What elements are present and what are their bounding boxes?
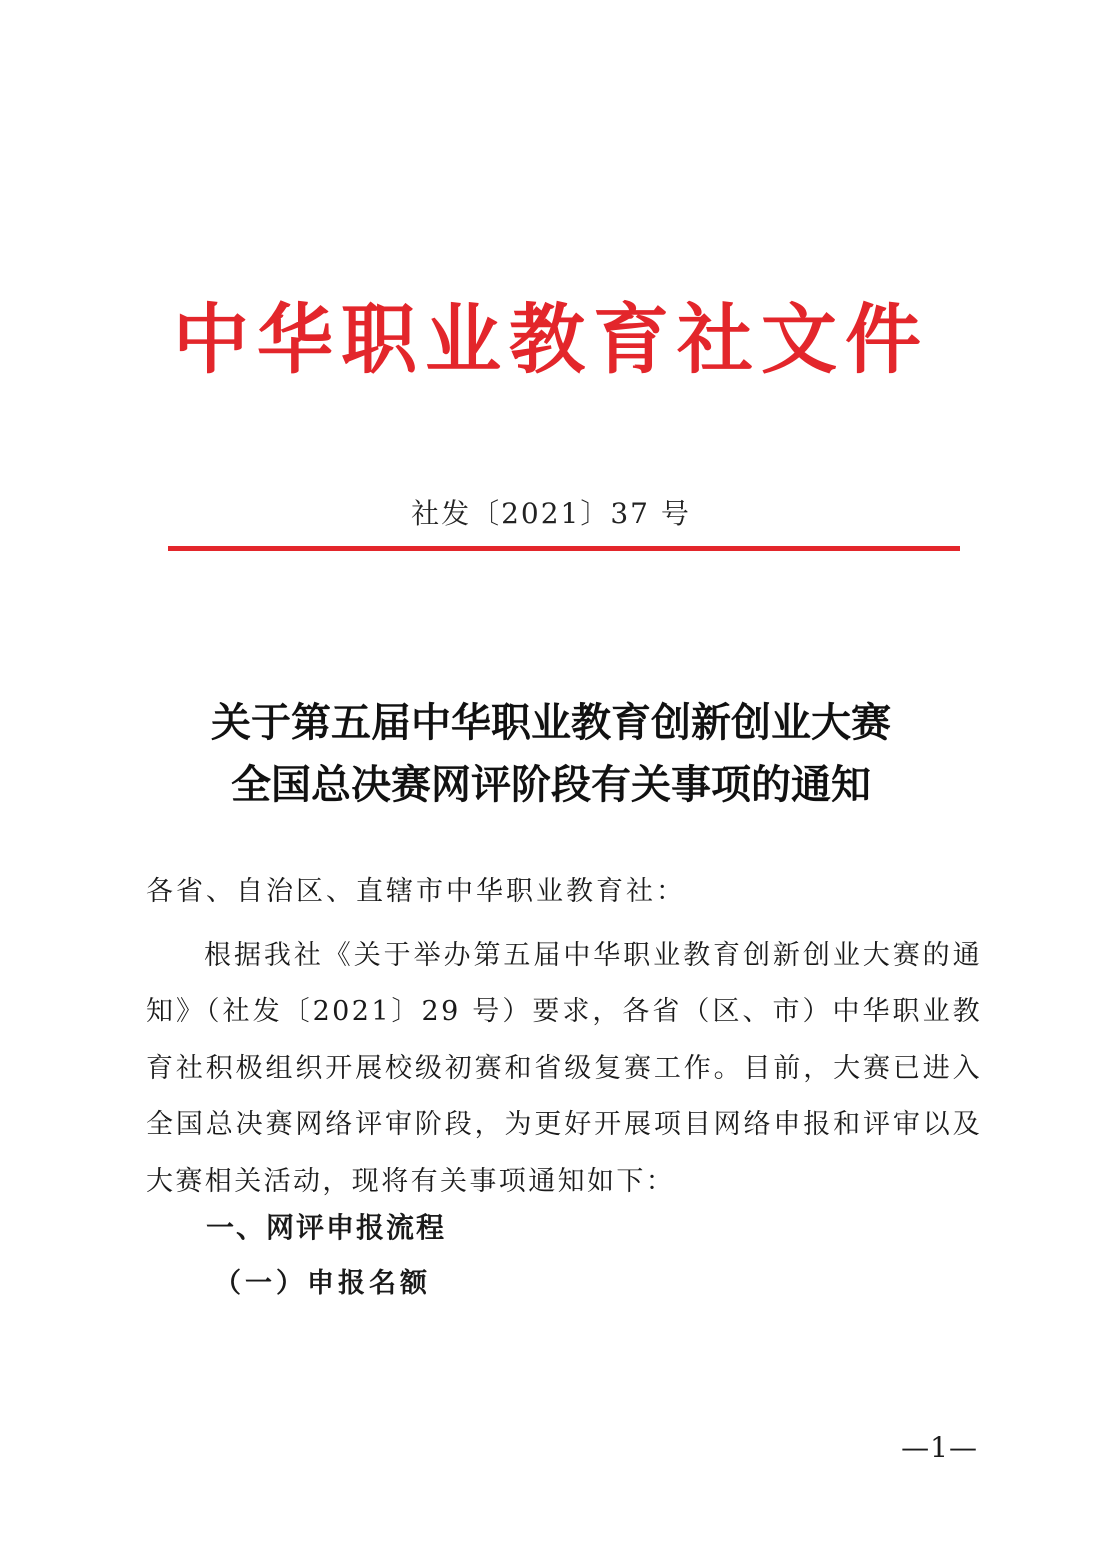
salutation: 各省、自治区、直辖市中华职业教育社： bbox=[146, 876, 686, 907]
masthead-title: 中华职业教育社文件 bbox=[173, 295, 929, 384]
red-divider bbox=[168, 546, 960, 551]
document-number: 社发〔2021〕37 号 bbox=[411, 497, 691, 530]
subsection-heading: （一）申报名额 bbox=[214, 1268, 431, 1299]
section-heading: 一、网评申报流程 bbox=[206, 1211, 447, 1244]
page-number: —1— bbox=[901, 1431, 978, 1464]
body-paragraph: 根据我社《关于举办第五届中华职业教育创新创业大赛的通知》（社发〔2021〕29 号）要求，各省（区、市）中华职业教育社积极组织开展校级初赛和省级复赛工作。目前，大赛已进入全国总决赛网络评审阶段，为更好开展项目网络申报和评审以及大赛相关活动，现将有关事项通知如下： bbox=[146, 940, 982, 1197]
notice-title-line2: 全国总决赛网评阶段有关事项的通知 bbox=[231, 761, 871, 808]
notice-title-line1: 关于第五届中华职业教育创新创业大赛 bbox=[211, 699, 891, 746]
notice-title bbox=[0, 692, 1102, 816]
